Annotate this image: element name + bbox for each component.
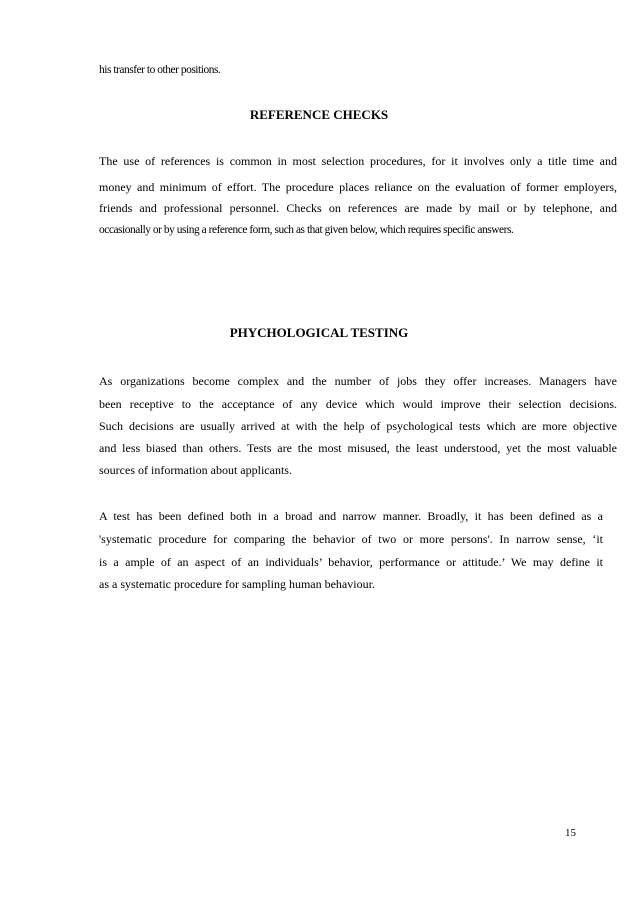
paragraph-line: occasionally or by using a reference form, such as that given below, which requires specific answers. [99, 224, 514, 236]
page-number: 15 [565, 827, 576, 839]
paragraph-line: and less biased than others. Tests are the most misused, the least understood, yet the most valuable [99, 441, 617, 455]
paragraph-line: friends and professional personnel. Checks on references are made by mail or by telephone, and [99, 201, 617, 215]
paragraph-line: money and minimum of effort. The procedure places reliance on the evaluation of former employers, [99, 180, 617, 194]
paragraph-line: sources of information about applicants. [99, 463, 292, 477]
paragraph-line: 'systematic procedure for comparing the behavior of two or more persons'. In narrow sense, ‘it [99, 532, 603, 546]
paragraph-line: The use of references is common in most selection procedures, for it involves only a title time and [99, 154, 617, 168]
section-heading-reference-checks: REFERENCE CHECKS [249, 107, 389, 122]
paragraph-line: been receptive to the acceptance of any device which would improve their selection decisions. [99, 397, 617, 411]
paragraph-line: As organizations become complex and the number of jobs they offer increases. Managers have [99, 374, 617, 388]
paragraph-line: as a systematic procedure for sampling human behaviour. [99, 577, 375, 591]
section-heading-psychological-testing: PHYCHOLOGICAL TESTING [229, 325, 409, 340]
carryover-text: his transfer to other positions. [99, 64, 221, 76]
paragraph-line: Such decisions are usually arrived at with the help of psychological tests which are more objective [99, 419, 617, 433]
paragraph-line: is a ample of an aspect of an individuals’ behavior, performance or attitude.’ We may define it [99, 555, 603, 569]
paragraph-line: A test has been defined both in a broad and narrow manner. Broadly, it has been defined as a [99, 509, 603, 523]
